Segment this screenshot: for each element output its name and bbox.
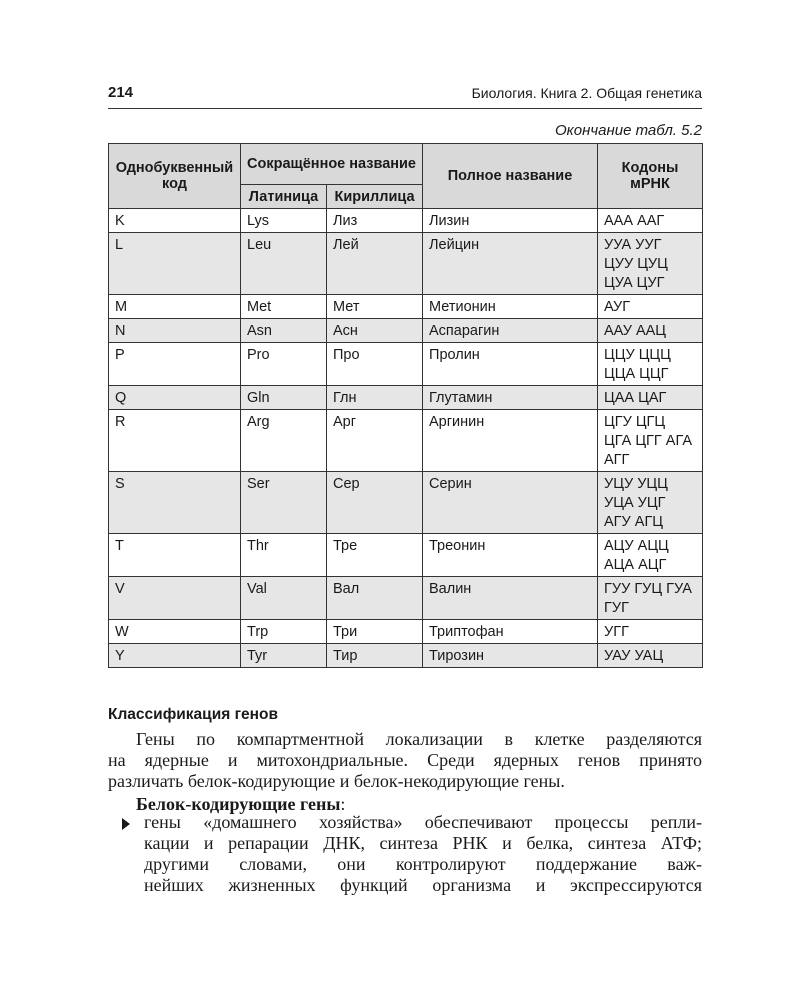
cell-full-name: Триптофан [423,620,598,644]
cell-codons: УУА УУГ ЦУУ ЦУЦ ЦУА ЦУГ [598,233,703,295]
cell-latin: Tyr [241,644,327,668]
cell-cyrillic: Глн [327,386,423,410]
cell-one-letter-code: P [109,343,241,386]
header-full-name: Полное название [423,144,598,209]
table-row [109,233,703,295]
cell-one-letter-code: L [109,233,241,295]
cell-latin: Arg [241,410,327,472]
cell-codons: УЦУ УЦЦ УЦА УЦГ АГУ АГЦ [598,472,703,534]
cell-full-name: Тирозин [423,644,598,668]
cell-codons: ЦГУ ЦГЦ ЦГА ЦГГ АГА АГГ [598,410,703,472]
cell-one-letter-code: W [109,620,241,644]
cell-full-name: Глутамин [423,386,598,410]
paragraph-line: на ядерные и митохондриальные. Среди ядерных генов принято [108,750,702,770]
cell-codons: ГУУ ГУЦ ГУА ГУГ [598,577,703,620]
amino-acid-table [108,143,703,668]
cell-cyrillic: Вал [327,577,423,620]
cell-latin: Ser [241,472,327,534]
cell-full-name: Аспарагин [423,319,598,343]
cell-latin: Met [241,295,327,319]
table-row [109,534,703,577]
cell-cyrillic: Про [327,343,423,386]
table-row [109,620,703,644]
cell-cyrillic: Тре [327,534,423,577]
cell-latin: Thr [241,534,327,577]
table-row [109,644,703,668]
cell-codons: УГГ [598,620,703,644]
header-one-letter-code: Однобуквенный код [109,144,241,209]
cell-one-letter-code: V [109,577,241,620]
page-number: 214 [108,84,134,101]
cell-one-letter-code: Y [109,644,241,668]
cell-latin: Gln [241,386,327,410]
cell-cyrillic: Мет [327,295,423,319]
bullet-line: нейших жизненных функций организма и экспрессируются [144,875,702,895]
section-title: Классификация генов [108,706,279,723]
bullet-line: другими словами, они контролируют поддержание важ- [144,854,702,874]
cell-full-name: Метионин [423,295,598,319]
table-row [109,472,703,534]
page-header [108,84,702,109]
cell-one-letter-code: K [109,209,241,233]
cell-codons: ЦАА ЦАГ [598,386,703,410]
header-cyrillic: Кириллица [327,185,423,209]
intro-paragraph [108,729,702,792]
cell-latin: Val [241,577,327,620]
cell-one-letter-code: M [109,295,241,319]
table-body [109,209,703,668]
cell-codons: ААУ ААЦ [598,319,703,343]
bullet-line: гены «домашнего хозяйства» обеспечивают процессы репли- [144,812,702,832]
cell-full-name: Лизин [423,209,598,233]
cell-codons: АЦУ АЦЦ АЦА АЦГ [598,534,703,577]
cell-full-name: Серин [423,472,598,534]
cell-one-letter-code: R [109,410,241,472]
cell-codons: АУГ [598,295,703,319]
cell-codons: ААА ААГ [598,209,703,233]
table-row [109,319,703,343]
cell-cyrillic: Тир [327,644,423,668]
cell-one-letter-code: Q [109,386,241,410]
cell-cyrillic: Сер [327,472,423,534]
table-caption: Окончание табл. 5.2 [555,122,702,139]
subheading-colon: : [340,794,346,814]
paragraph-line: различать белок-кодирующие и белок-некодирующие гены. [108,771,565,791]
cell-full-name: Валин [423,577,598,620]
header-mrna-codons: Кодоны мРНК [598,144,703,209]
paragraph-line: Гены по компартментной локализации в клетке разделяются [136,729,702,749]
cell-cyrillic: Три [327,620,423,644]
table-row [109,209,703,233]
table-row [109,343,703,386]
cell-latin: Leu [241,233,327,295]
cell-latin: Lys [241,209,327,233]
cell-one-letter-code: N [109,319,241,343]
cell-cyrillic: Лей [327,233,423,295]
cell-latin: Asn [241,319,327,343]
cell-full-name: Пролин [423,343,598,386]
cell-one-letter-code: S [109,472,241,534]
cell-latin: Pro [241,343,327,386]
table-row [109,295,703,319]
cell-cyrillic: Асн [327,319,423,343]
table-row [109,410,703,472]
cell-full-name: Треонин [423,534,598,577]
cell-codons: УАУ УАЦ [598,644,703,668]
cell-full-name: Лейцин [423,233,598,295]
cell-full-name: Аргинин [423,410,598,472]
bullet-text [144,812,702,896]
cell-latin: Trp [241,620,327,644]
header-abbreviation: Сокращённое название [241,144,423,185]
header-latin: Латиница [241,185,327,209]
table-row [109,386,703,410]
table-row [109,577,703,620]
cell-cyrillic: Лиз [327,209,423,233]
cell-cyrillic: Арг [327,410,423,472]
subheading-label: Белок-кодирующие гены [136,794,341,814]
cell-one-letter-code: T [109,534,241,577]
running-title: Биология. Книга 2. Общая генетика [471,85,702,101]
cell-codons: ЦЦУ ЦЦЦ ЦЦА ЦЦГ [598,343,703,386]
triangle-right-icon [122,818,130,830]
bullet-line: кации и репарации ДНК, синтеза РНК и белка, синтеза АТФ; [144,833,702,853]
